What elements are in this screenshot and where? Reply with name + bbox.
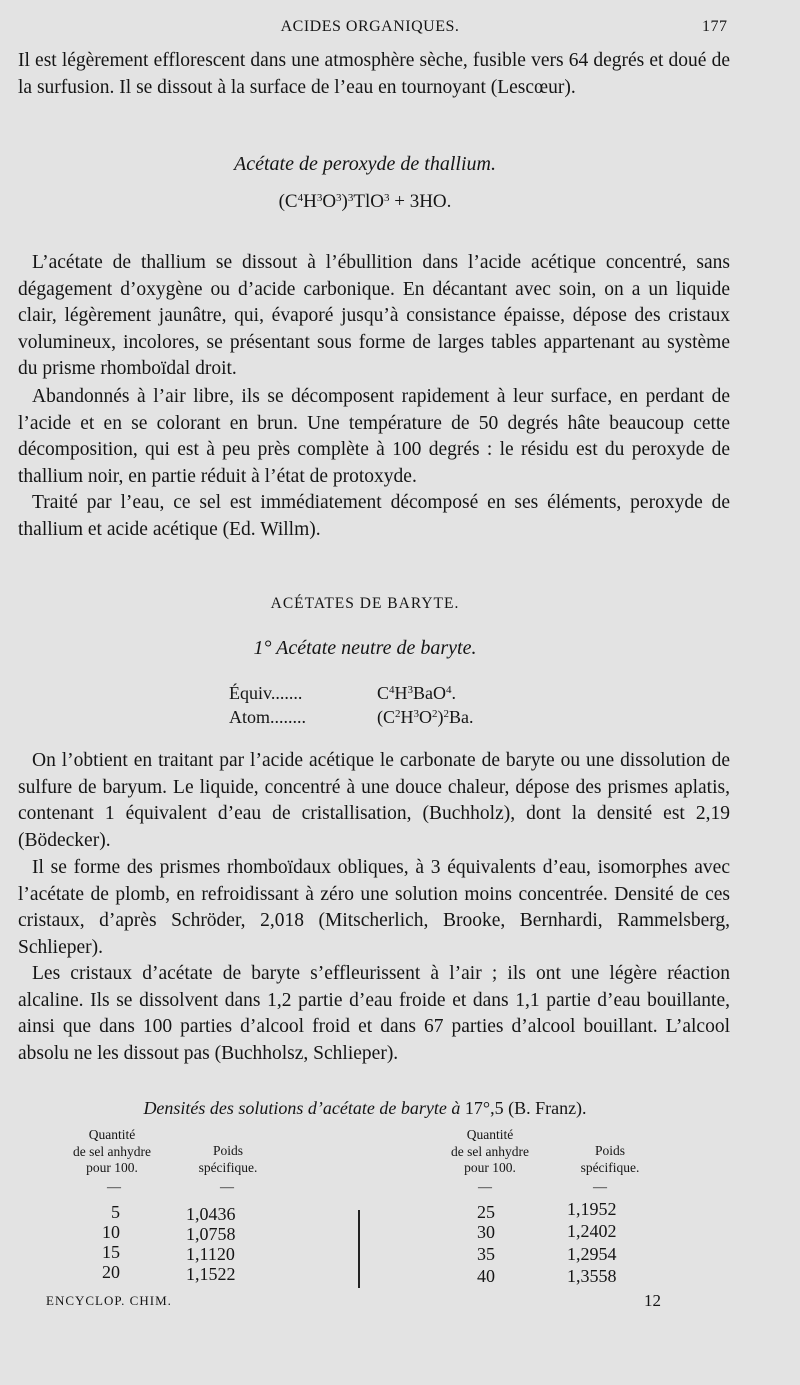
running-header bbox=[0, 18, 800, 40]
running-title: ACIDES ORGANIQUES. bbox=[280, 18, 460, 35]
equiv-formula: $C^4H^3BaO^4$. bbox=[377, 683, 457, 703]
table-header-quantity-left: Quantité de sel anhydre pour 100. bbox=[73, 1127, 151, 1175]
table-cell-quantity: 40 bbox=[477, 1266, 495, 1286]
table-cell-weight: 1,3558 bbox=[567, 1266, 617, 1286]
table-cell-quantity: 25 bbox=[477, 1202, 495, 1222]
section-heading-baryte: ACÉTATES DE BARYTE. bbox=[270, 595, 460, 612]
header-rule: — bbox=[478, 1180, 492, 1195]
table-column-divider bbox=[358, 1210, 360, 1288]
table-caption bbox=[0, 1098, 730, 1119]
table-cell-weight: 1,0436 bbox=[186, 1204, 236, 1224]
paragraph-baryte-2: Il se forme des prismes rhomboïdaux obliques, à 3 équivalents d’eau, isomorphes avec l’acétate de plomb, en refroidissant à zéro une solution moins concentrée. Densité de ces cristaux, d’après Schröder, 2,018 (Mitscherlich, Brooke, Bernhardi, Rammelsberg, Schlieper). bbox=[18, 857, 730, 958]
page-number: 177 bbox=[702, 18, 728, 35]
paragraph-thallium-1: L’acétate de thallium se dissout à l’ébullition dans l’acide acétique concentré, sans dégagement d’oxygène ou d’acide carbonique. En décantant avec soin, on a un liquide clair, légèrement jaunâtre, qui, évaporé jusqu’à consistance épaisse, dépose des cristaux volumineux, incolores, se présentant sous forme de larges tables appartenant au système du prisme rhomboïdal droit. bbox=[18, 252, 730, 380]
footer-signature: ENCYCLOP. CHIM. bbox=[46, 1293, 172, 1308]
table-cell-weight: 1,0758 bbox=[186, 1224, 236, 1244]
table-cell-quantity: 35 bbox=[477, 1244, 495, 1264]
paragraph-intro: Il est légèrement efflorescent dans une atmosphère sèche, fusible vers 64 degrés et doué de la surfusion. Il se dissout à la surface de l’eau en tournoyant (Lescœur). bbox=[18, 50, 730, 98]
table-cell-weight: 1,2402 bbox=[567, 1221, 617, 1241]
header-rule: — bbox=[220, 1180, 234, 1195]
table-cell-quantity: 15 bbox=[102, 1242, 120, 1262]
table-cell-quantity: 30 bbox=[477, 1222, 495, 1242]
table-cell-weight: 1,2954 bbox=[567, 1244, 617, 1264]
paragraph-thallium-2: Abandonnés à l’air libre, ils se décomposent rapidement à leur surface, en perdant de l’acide et en se colorant en brun. Une température de 50 degrés hâte beaucoup cette décomposition, qui est à peu près complète à 100 degrés : le résidu est du peroxyde de thallium noir, en partie réduit à l’état de protoxyde. bbox=[18, 386, 730, 487]
table-cell-quantity: 20 bbox=[102, 1262, 120, 1282]
table-caption-rest: 17°,5 (B. Franz). bbox=[464, 1098, 587, 1118]
paragraph-baryte-3: Les cristaux d’acétate de baryte s’effleurissent à l’air ; ils ont une légère réaction alcaline. Ils se dissolvent dans 1,2 partie d’eau froide et dans 1,1 partie d’eau bouillante, ainsi que dans 100 parties d’alcool froid et dans 67 parties d’alcool bouillant. L’alcool absolu ne les dissout pas (Buchholsz, Schlieper). bbox=[18, 963, 730, 1064]
header-rule: — bbox=[107, 1180, 121, 1195]
table-header-weight-right: Poids spécifique. bbox=[580, 1143, 640, 1175]
atom-line bbox=[229, 705, 474, 729]
table-header-weight-left: Poids spécifique. bbox=[198, 1143, 258, 1175]
table-cell-quantity: 10 bbox=[102, 1222, 120, 1242]
section-subtitle-neutral-acetate: 1° Acétate neutre de baryte. bbox=[253, 637, 477, 659]
table-cell-weight: 1,1952 bbox=[567, 1199, 617, 1219]
equiv-label: Équiv....... bbox=[229, 683, 303, 703]
footer-sheet-number: 12 bbox=[644, 1291, 661, 1310]
atom-formula: $(C^2H^3O^2)^2Ba$. bbox=[377, 707, 474, 727]
paragraph-thallium-3: Traité par l’eau, ce sel est immédiatement décomposé en ses éléments, peroxyde de thallium et acide acétique (Ed. Willm). bbox=[18, 492, 730, 540]
table-header-quantity-right: Quantité de sel anhydre pour 100. bbox=[451, 1127, 529, 1175]
formula-thallium: $(C^4H^3O^3)^3TlO^3 + 3HO$. bbox=[278, 191, 452, 212]
paragraph-baryte-1: On l’obtient en traitant par l’acide acétique le carbonate de baryte ou une dissolution de sulfure de baryum. Le liquide, concentré à une douce chaleur, dépose des prismes aplatis, contenant 1 équivalent d’eau de cristallisation, (Buchholz), dont la densité est 2,19 (Bödecker). bbox=[18, 750, 730, 851]
table-cell-quantity: 5 bbox=[111, 1202, 120, 1222]
section-title-thallium: Acétate de peroxyde de thallium. bbox=[234, 153, 496, 175]
header-rule: — bbox=[593, 1180, 607, 1195]
table-cell-weight: 1,1522 bbox=[186, 1264, 236, 1284]
table-caption-italic: Densités des solutions d’acétate de baryte à bbox=[143, 1098, 461, 1118]
atom-label: Atom........ bbox=[229, 707, 307, 727]
equivalent-line bbox=[229, 681, 456, 705]
table-cell-weight: 1,1120 bbox=[186, 1244, 235, 1264]
